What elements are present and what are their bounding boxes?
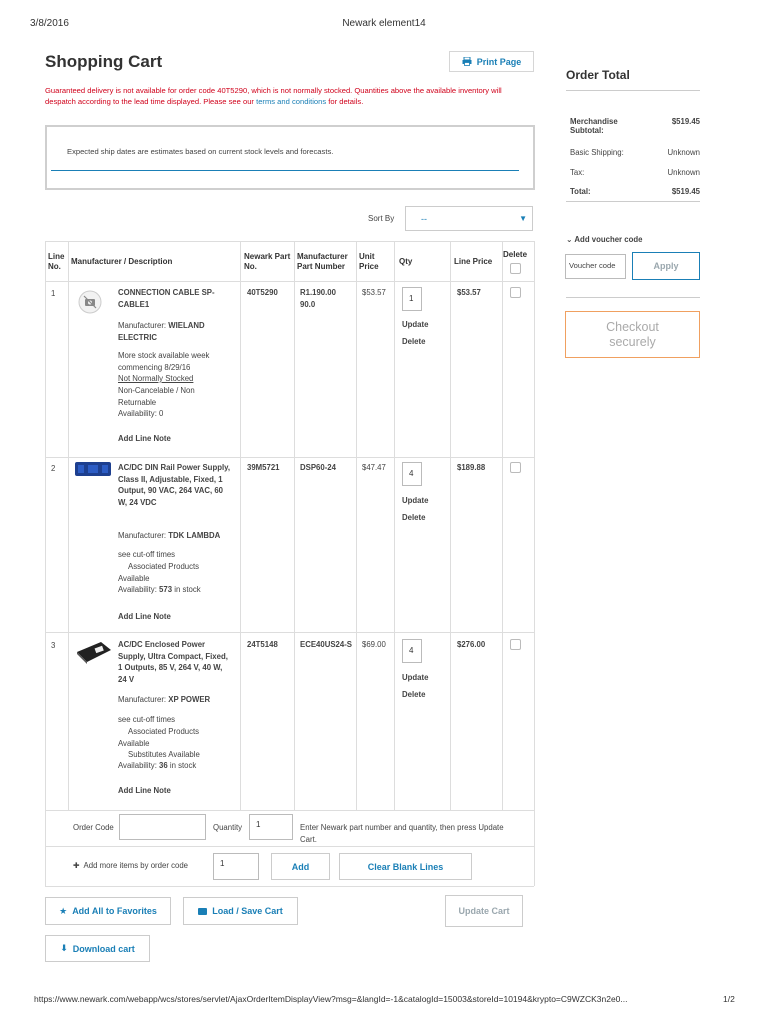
row-1-delete-link[interactable]: Delete [402,337,426,346]
row-1-manufacturer: Manufacturer: WIELAND ELECTRIC [118,321,205,342]
row-1-mfr-part[interactable]: R1.190.00 90.0 [300,288,336,309]
row-2-delete-link[interactable]: Delete [402,513,426,522]
quantity-label: Quantity [213,823,243,832]
row-2-line-no: 2 [51,464,56,473]
printer-icon [462,57,472,66]
download-cart-button[interactable]: ⬇ Download cart [45,935,150,962]
star-icon: ★ [59,905,68,916]
header-newark-part: Newark Part No. [244,252,291,271]
header-mfr-part: Manufacturer Part Number [297,252,348,271]
row-3-update-link[interactable]: Update [402,673,429,682]
total-row: Total: $519.45 [570,187,700,196]
row-3-delete-checkbox[interactable] [510,639,521,650]
row-3-newark-part[interactable]: 24T5148 [247,640,278,649]
row-1-update-link[interactable]: Update [402,320,429,329]
delivery-warning: Guaranteed delivery is not available for order code 40T5290, which is not normally stocked. Quantities above the available inventory will despatch according to the lead time displayed. Please see our terms and conditions for details. [45,86,502,106]
checkout-button[interactable]: Checkout securely [565,311,700,358]
chevron-down-icon: ▼ [519,214,527,223]
print-date: 3/8/2016 [30,18,69,29]
plus-icon: ✚ [73,861,80,870]
row-3-line-no: 3 [51,641,56,650]
update-cart-button[interactable]: Update Cart [445,895,523,927]
row-3-qty-input[interactable]: 4 [402,639,422,663]
clear-blank-lines-button[interactable]: Clear Blank Lines [339,853,472,880]
sort-select[interactable]: -- ▼ [405,206,533,231]
row-3-add-line-note[interactable]: Add Line Note [118,786,171,795]
row-2-delete-checkbox[interactable] [510,462,521,473]
row-2-availability: Availability: 573 in stock [118,585,201,594]
row-1-qty-input[interactable]: 1 [402,287,422,311]
apply-voucher-button[interactable]: Apply [632,252,700,280]
row-2-line-price: $189.88 [457,463,486,472]
row-1-cancel-note: Non-Cancelable / Non Returnable [118,386,195,407]
tax-row: Tax: Unknown [570,168,700,177]
row-1-availability: Availability: 0 [118,409,164,418]
print-title: Newark element14 [342,18,426,29]
order-total-title: Order Total [566,68,630,82]
ship-notice-box [45,125,535,190]
row-2-associated-link[interactable]: Associated Products Available [118,562,200,583]
row-3-manufacturer: Manufacturer: XP POWER [118,695,211,704]
sort-by-label: Sort By [368,214,395,223]
product-image [75,640,113,664]
order-code-input[interactable] [119,814,206,840]
row-2-product-title[interactable]: AC/DC DIN Rail Power Supply, Class II, Adjustable, Fixed, 1 Output, 90 VAC, 264 VAC, 60 W, 24 VDC [118,463,231,507]
row-1-line-no: 1 [51,289,56,298]
row-2-cutoff-link[interactable]: see cut-off times [118,550,176,559]
shipping-row: Basic Shipping: Unknown [570,148,700,157]
quick-add-hint: Enter Newark part number and quantity, then press Update Cart. [300,823,504,844]
delete-all-checkbox[interactable] [510,263,521,274]
ship-notice-text: Expected ship dates are estimates based on current stock levels and forecasts. [67,147,334,156]
row-2-newark-part[interactable]: 39M5721 [247,463,280,472]
row-3-mfr-part[interactable]: ECE40US24-S [300,640,353,649]
row-2-mfr-part[interactable]: DSP60-24 [300,463,336,472]
add-voucher-toggle[interactable]: ⌄ Add voucher code [566,235,643,244]
print-page-button[interactable] [449,51,534,72]
print-page-label: Print Page [476,56,522,67]
page-title: Shopping Cart [45,52,163,71]
header-delete: Delete [503,250,528,259]
folder-icon [198,908,207,915]
row-2-manufacturer: Manufacturer: TDK LAMBDA [118,531,221,540]
header-mfr-desc: Manufacturer / Description [71,257,173,266]
row-1-line-price: $53.57 [457,288,481,297]
order-code-label: Order Code [73,823,114,832]
more-items-qty-input[interactable]: 1 [213,853,259,880]
row-2-unit-price: $47.47 [362,463,386,472]
merch-subtotal-row: Merchandise Subtotal: $519.45 [570,117,700,135]
terms-link[interactable]: terms and conditions [256,97,327,106]
load-save-cart-button[interactable]: Load / Save Cart [183,897,298,925]
row-1-newark-part[interactable]: 40T5290 [247,288,278,297]
header-unit-price: Unit Price [359,252,379,271]
row-3-associated-link[interactable]: Associated Products Available [118,727,200,748]
row-3-line-price: $276.00 [457,640,486,649]
row-1-product-title[interactable]: CONNECTION CABLE SP-CABLE1 [118,288,215,309]
row-3-cutoff-link[interactable]: see cut-off times [118,715,176,724]
row-2-add-line-note[interactable]: Add Line Note [118,612,171,621]
row-2-update-link[interactable]: Update [402,496,429,505]
row-3-delete-link[interactable]: Delete [402,690,426,699]
row-3-availability: Availability: 36 in stock [118,761,197,770]
product-image [75,461,111,477]
row-1-delete-checkbox[interactable] [510,287,521,298]
row-3-unit-price: $69.00 [362,640,386,649]
add-button[interactable]: Add [271,853,330,880]
row-3-product-title[interactable]: AC/DC Enclosed Power Supply, Ultra Compact, Fixed, 1 Outputs, 85 V, 264 V, 40 W, 24 V [118,640,228,684]
no-image-icon [78,290,102,314]
row-1-add-line-note[interactable]: Add Line Note [118,434,171,443]
row-1-unit-price: $53.57 [362,288,386,297]
chevron-down-icon: ⌄ [566,235,575,244]
add-all-favorites-button[interactable]: ★ Add All to Favorites [45,897,171,925]
header-line-no: Line No. [48,252,65,271]
header-qty: Qty [399,257,413,266]
row-3-substitutes-link[interactable]: Substitutes Available [128,750,200,759]
download-icon: ⬇ [60,943,68,953]
row-2-qty-input[interactable]: 4 [402,462,422,486]
row-1-stock-note: More stock available week commencing 8/29/16 [118,351,210,372]
row-1-not-stocked-link[interactable]: Not Normally Stocked [118,374,194,383]
print-url: https://www.newark.com/webapp/wcs/stores/servlet/AjaxOrderItemDisplayView?msg=&langId=-1&catalogId=15003&storeId=10194&krypto=C9WZCK3n2e0... [34,994,628,1004]
header-line-price: Line Price [454,257,493,266]
quantity-input[interactable]: 1 [249,814,293,840]
add-more-items: ✚ Add more items by order code [73,861,188,870]
print-page-number: 1/2 [723,994,735,1004]
voucher-code-input[interactable]: Voucher code [565,254,626,279]
